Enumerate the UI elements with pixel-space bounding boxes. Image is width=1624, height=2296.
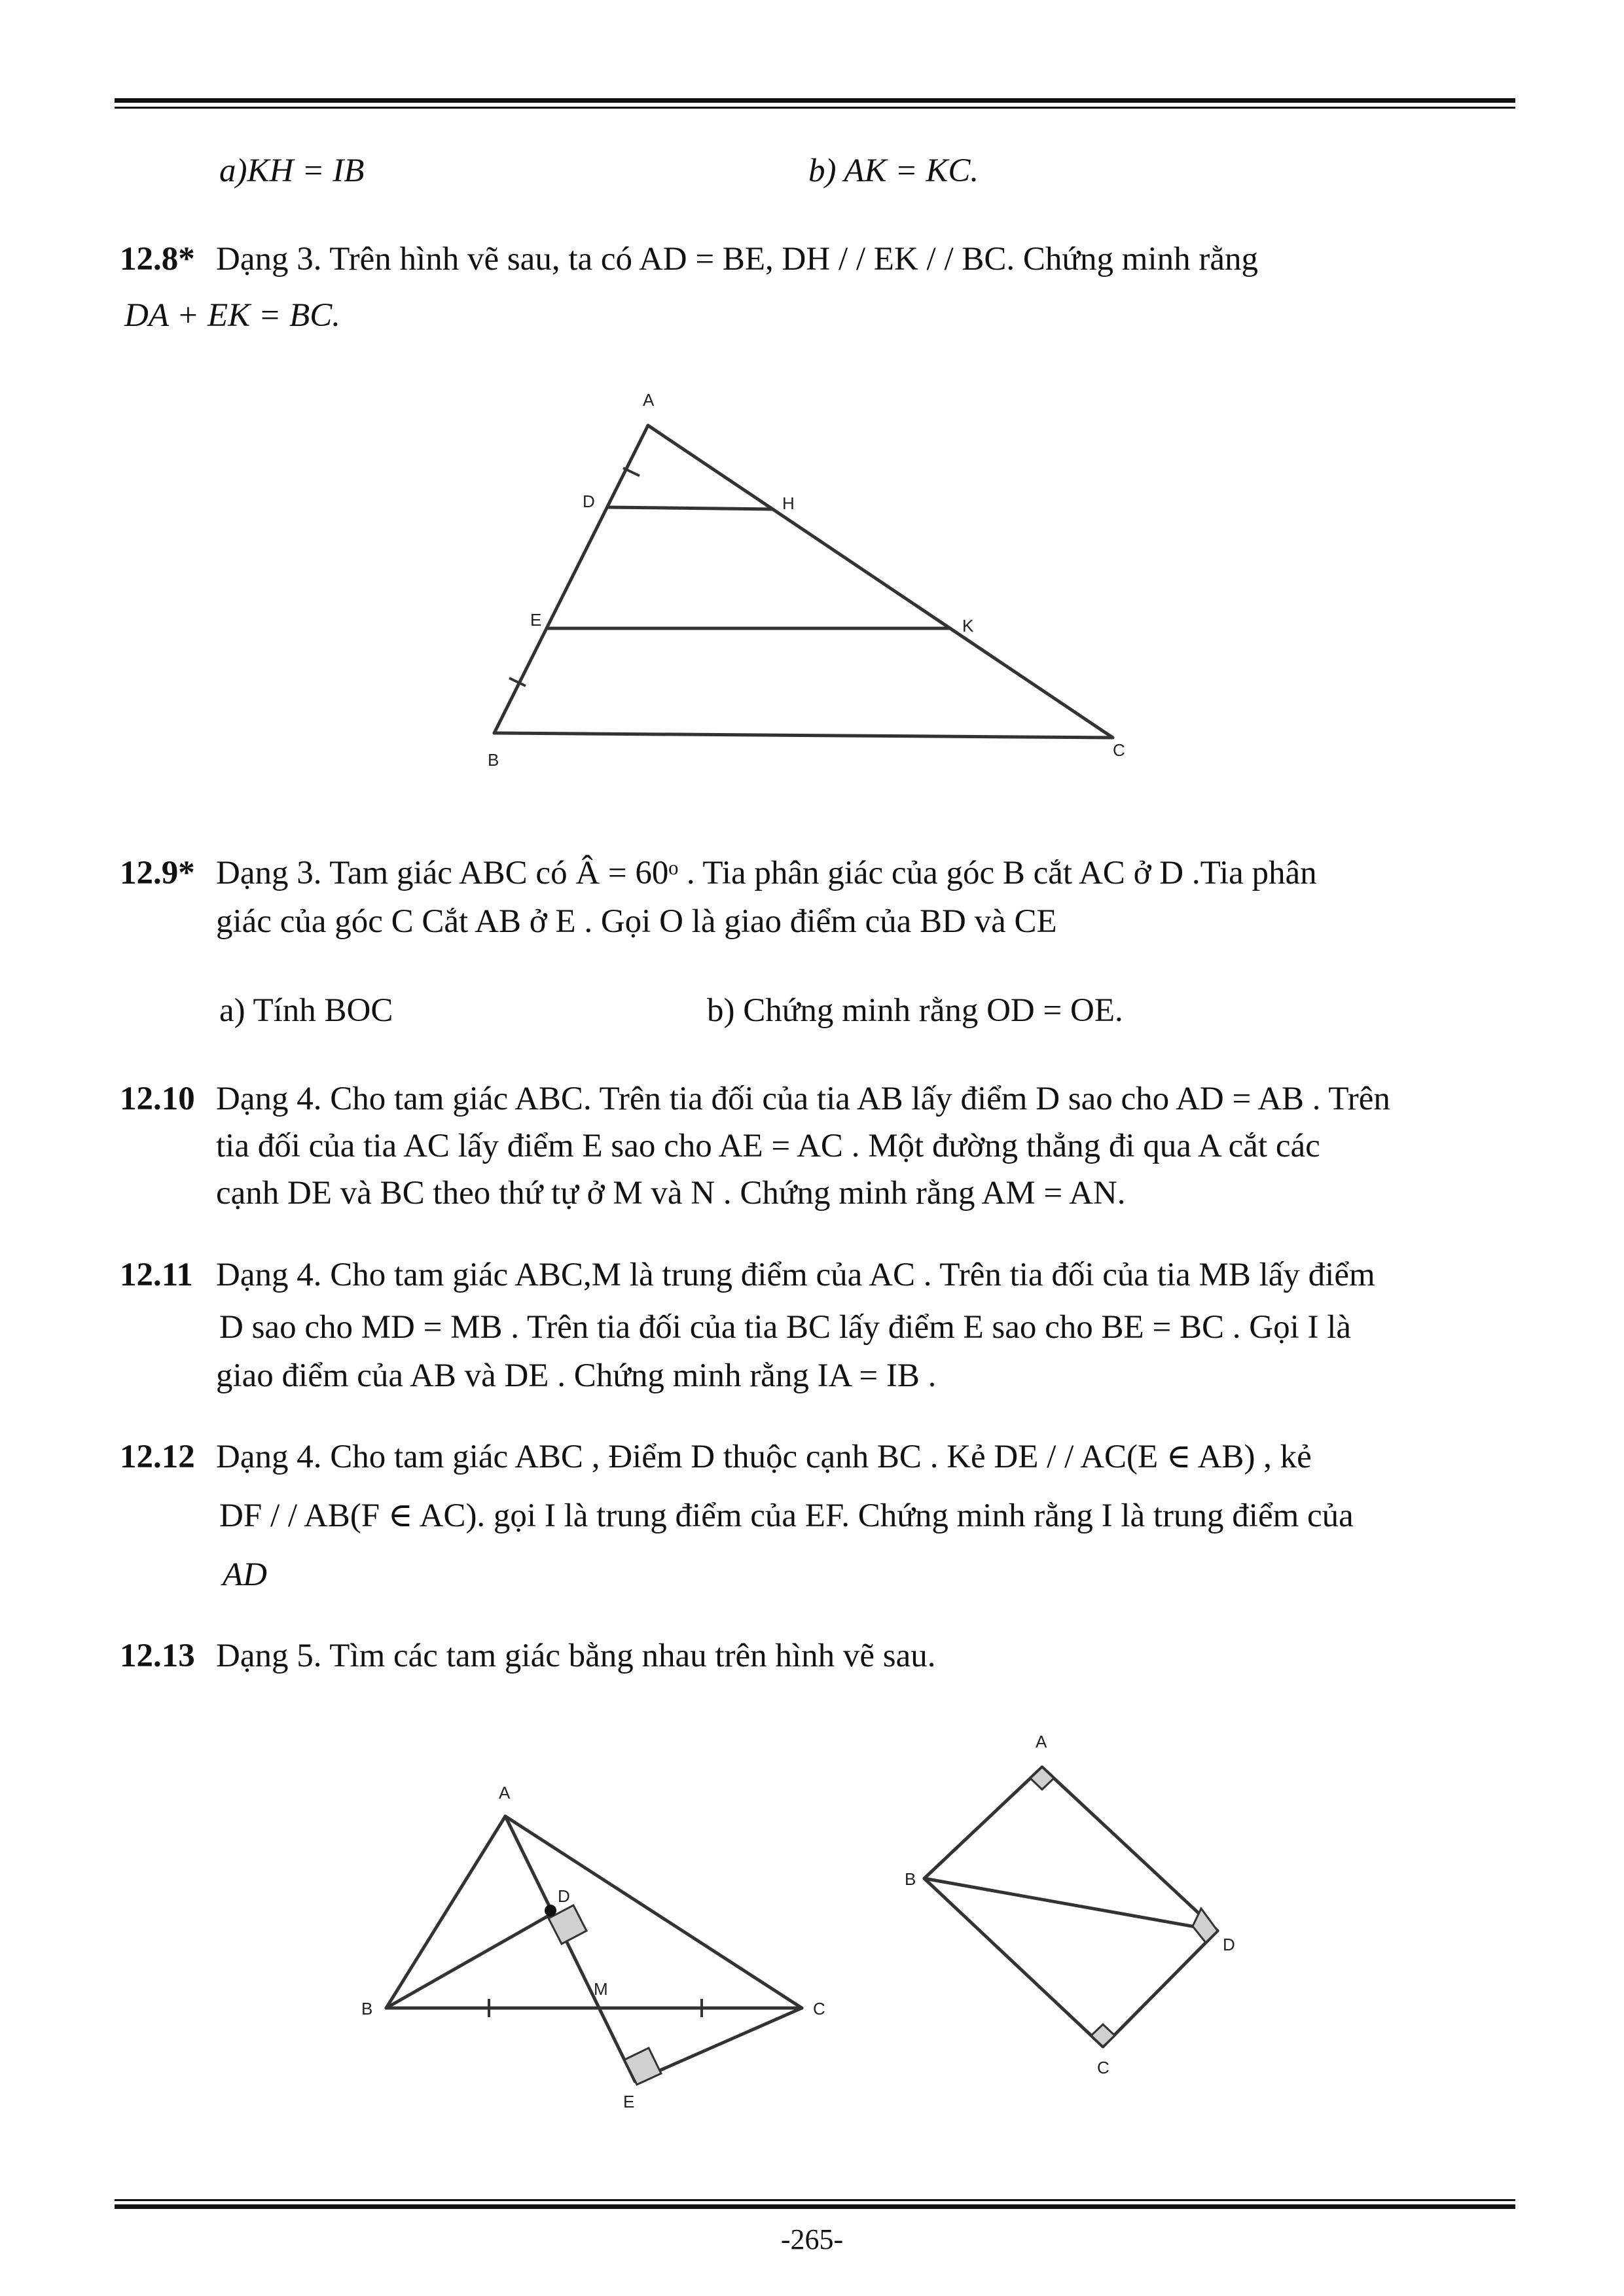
right-label-B: B (905, 1869, 916, 1889)
page-number: -265- (780, 2223, 844, 2255)
problem-12-10-line1: Dạng 4. Cho tam giác ABC. Trên tia đối của tia AB lấy điểm D sao cho AD = AB . Trên (216, 1081, 1390, 1117)
problem-number-12-9: 12.9* (120, 855, 195, 891)
problem-number-12-13: 12.13 (120, 1638, 195, 1674)
problem-12-8-line1: Dạng 3. Trên hình vẽ sau, ta có AD = BE, DH / / EK / / BC. Chứng minh rằng (216, 241, 1259, 278)
prev-part-b: b) AK = KC. (808, 152, 979, 189)
problem-number-12-11: 12.11 (120, 1257, 193, 1293)
header-rule-thin (115, 107, 1515, 109)
figure-12-8-triangle (494, 425, 1113, 738)
problem-12-10-line2: tia đối của tia AC lấy điểm E sao cho AE = AC . Một đường thẳng đi qua A cắt các (216, 1128, 1320, 1164)
left-label-A: A (499, 1783, 511, 1803)
right-label-D: D (1223, 1935, 1235, 1954)
problem-number-12-12: 12.12 (120, 1439, 195, 1475)
problem-number-12-8: 12.8* (120, 241, 195, 278)
left-label-B: B (361, 1999, 373, 2018)
figure-12-13-left-lines (386, 1816, 802, 2085)
problem-12-12-line2: DF / / AB(F ∈ AC). gọi I là trung điểm của EF. Chứng minh rằng I là trung điểm của (219, 1498, 1354, 1534)
label-D: D (583, 492, 595, 511)
figure-12-13-right-lines (924, 1767, 1218, 2047)
problem-12-11-line3: giao điểm của AB và DE . Chứng minh rằng IA = IB . (216, 1357, 937, 1394)
figure-12-13-right (890, 1721, 1296, 2088)
right-label-C: C (1097, 2058, 1110, 2077)
problem-12-12-line1: Dạng 4. Cho tam giác ABC , Điểm D thuộc cạnh BC . Kẻ DE / / AC(E ∈ AB) , kẻ (216, 1439, 1312, 1475)
problem-12-13-line1: Dạng 5. Tìm các tam giác bằng nhau trên hình vẽ sau. (216, 1638, 936, 1674)
label-H: H (782, 493, 795, 513)
label-B: B (488, 750, 499, 770)
figure-12-13-left (353, 1774, 877, 2114)
problem-12-8-line2: DA + EK = BC. (124, 297, 340, 334)
right-label-A: A (1036, 1732, 1047, 1751)
problem-12-10-line3: cạnh DE và BC theo thứ tự ở M và N . Chứng minh rằng AM = AN. (216, 1175, 1126, 1211)
problem-12-9-part-a: a) Tính BOC (219, 992, 393, 1029)
left-label-D: D (558, 1886, 570, 1906)
label-K: K (962, 616, 974, 636)
left-label-C: C (813, 1999, 825, 2018)
footer-rule-thick (115, 2204, 1515, 2209)
problem-12-12-line3: AD (223, 1556, 267, 1593)
label-E: E (530, 610, 542, 630)
figure-12-8 (458, 373, 1178, 792)
problem-12-9-line2: giác của góc C Cắt AB ở E . Gọi O là giao điểm của BD và CE (216, 903, 1057, 940)
label-C: C (1113, 740, 1125, 760)
header-rule-thick (115, 98, 1515, 103)
prev-part-a: a)KH = IB (219, 152, 365, 189)
problem-12-11-line1: Dạng 4. Cho tam giác ABC,M là trung điểm của AC . Trên tia đối của tia MB lấy điểm (216, 1257, 1375, 1293)
problem-number-12-10: 12.10 (120, 1081, 195, 1117)
left-label-M: M (594, 1979, 608, 1999)
problem-12-9-part-b: b) Chứng minh rằng OD = OE. (707, 992, 1123, 1029)
problem-12-11-line2: D sao cho MD = MB . Trên tia đối của tia BC lấy điểm E sao cho BE = BC . Gọi I là (219, 1309, 1352, 1346)
left-label-E: E (623, 2092, 635, 2111)
problem-12-9-line1: Dạng 3. Tam giác ABC có Â = 60ᵒ . Tia phân giác của góc B cắt AC ở D .Tia phân (216, 855, 1317, 891)
footer-rule-thin (115, 2199, 1515, 2201)
label-A: A (643, 390, 655, 410)
